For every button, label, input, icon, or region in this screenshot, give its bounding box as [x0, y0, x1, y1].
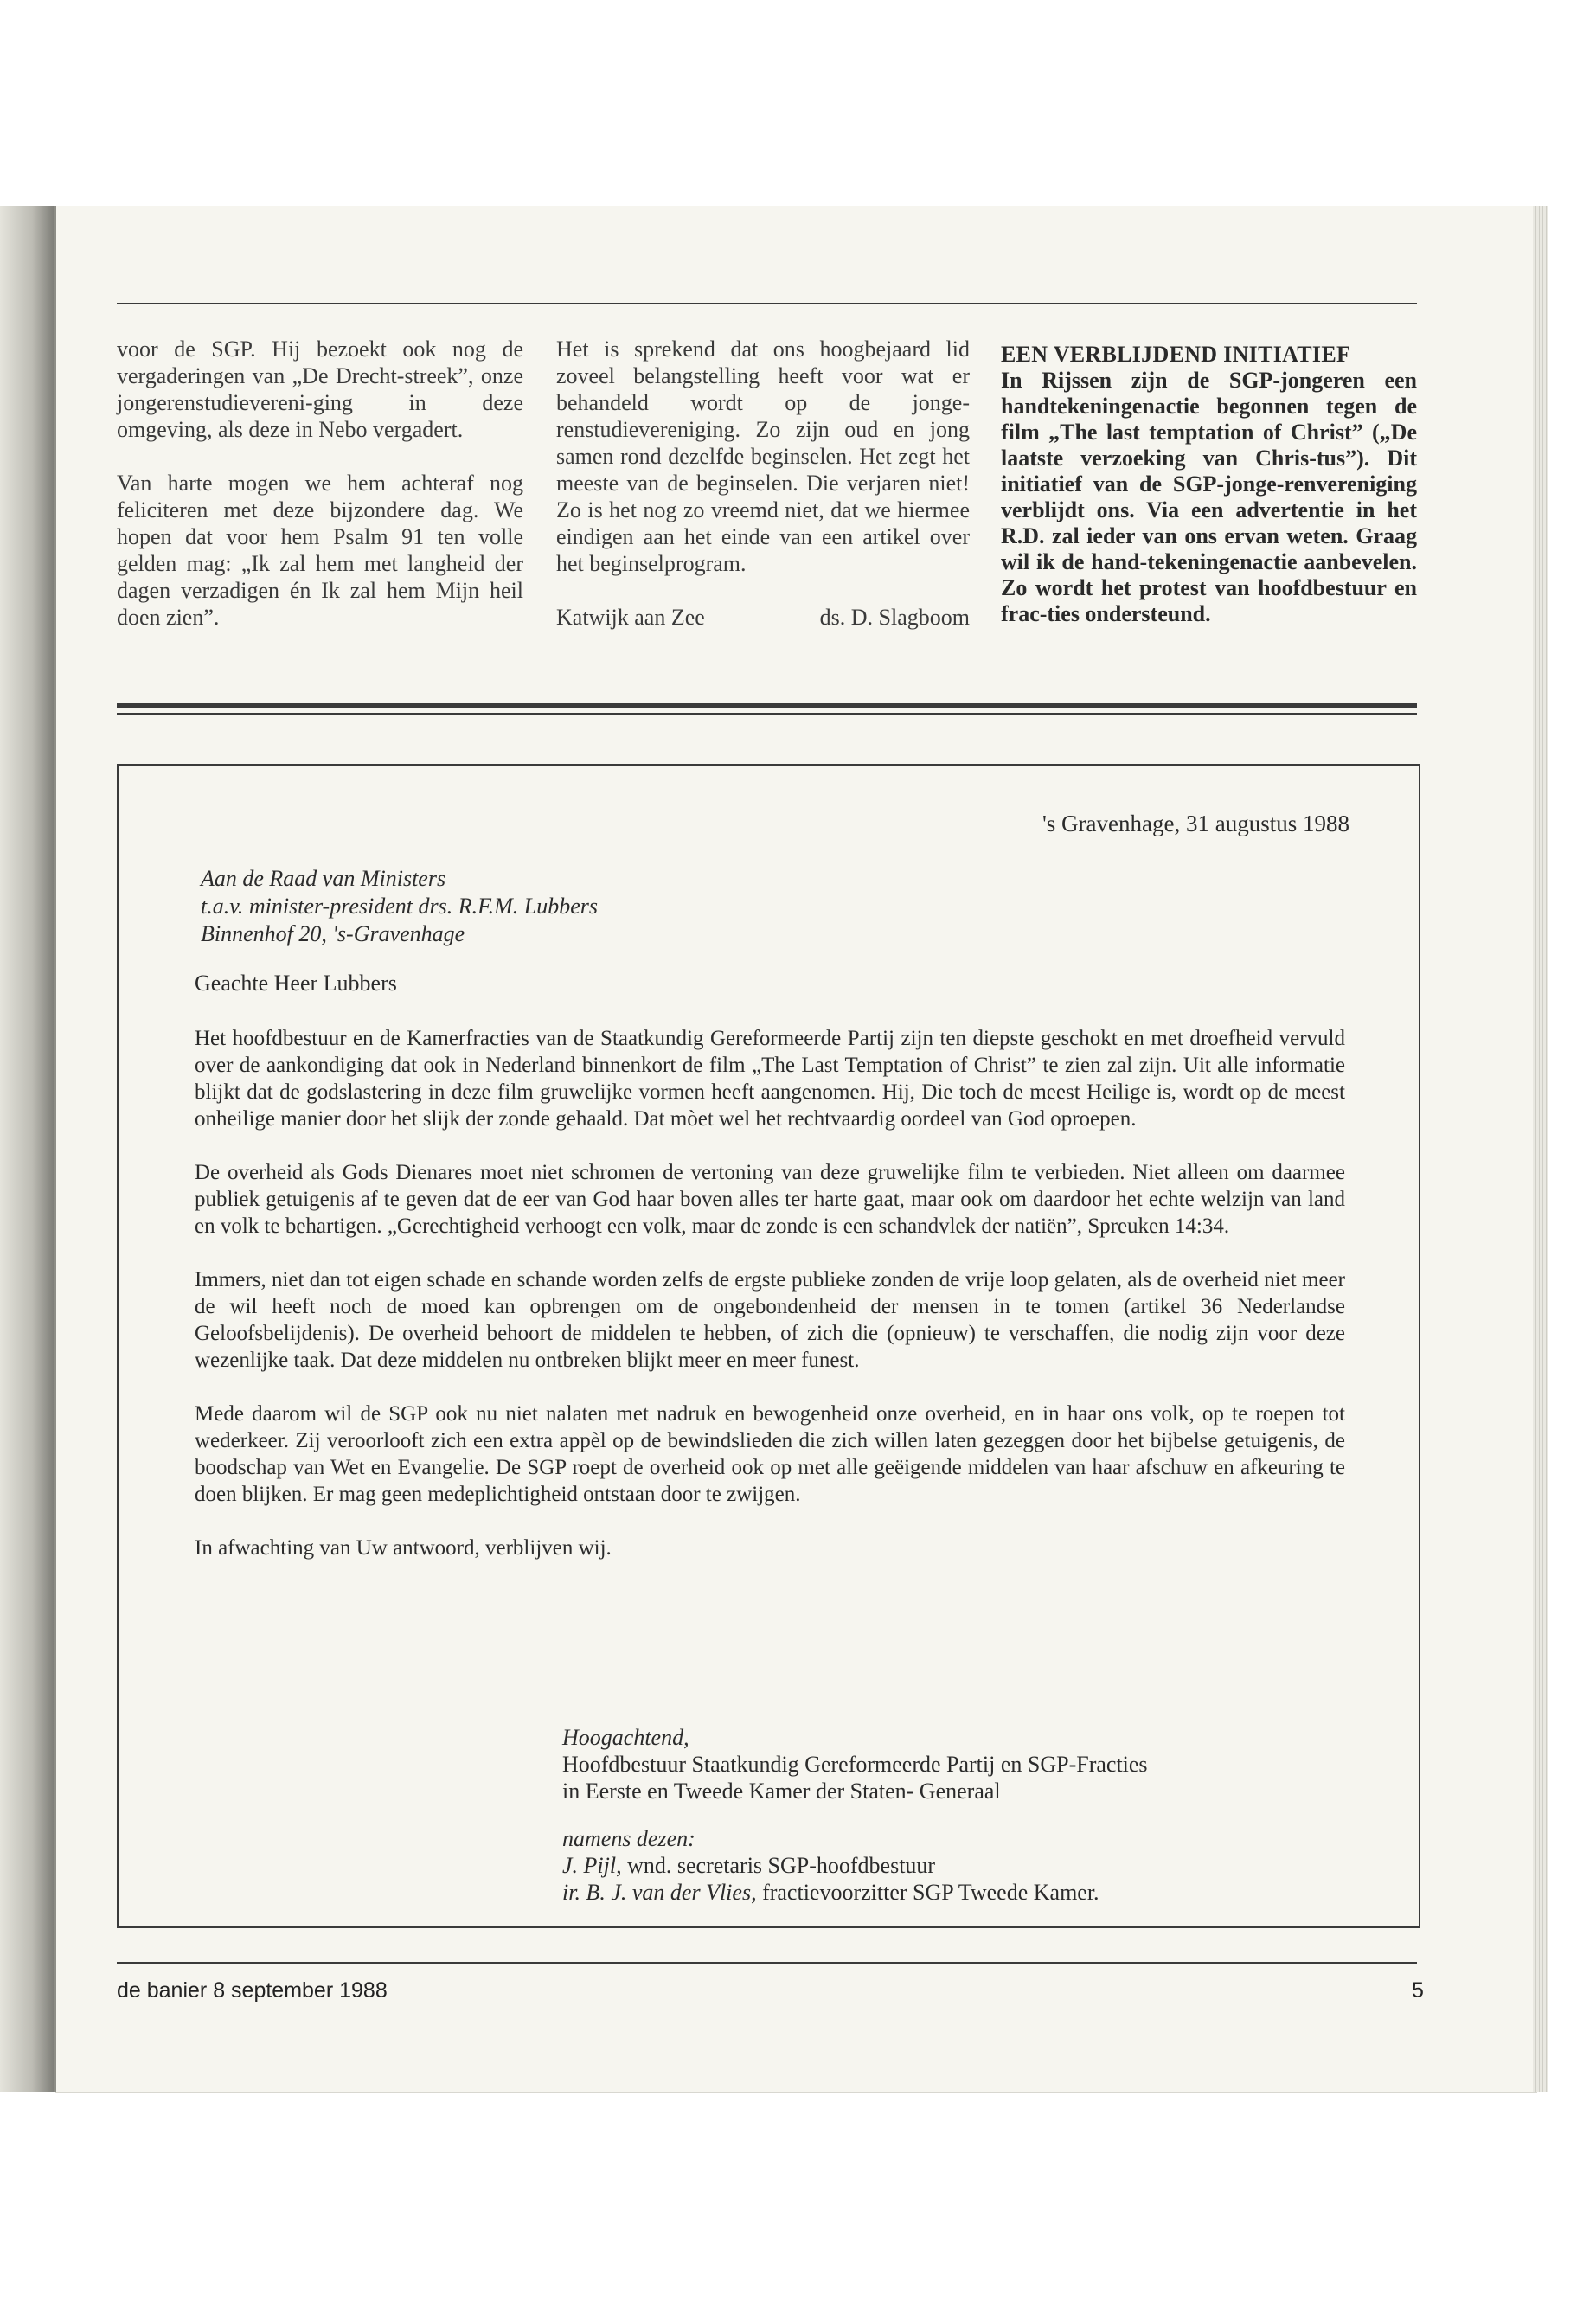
footer-page-number: 5 — [1412, 1978, 1424, 2003]
closing-on-behalf: namens dezen: — [562, 1826, 695, 1851]
column-3 — [1001, 342, 1417, 627]
col2-signature — [556, 604, 970, 631]
col1-paragraph-2: Van harte mogen we hem achteraf nog feliciteren met deze bijzondere dag. We hopen dat voor hem Psalm 91 ten volle gelden mag: „Ik zal hem met langheid der dagen verzadigen én Ik zal hem Mijn heil doen zien”. — [117, 471, 523, 630]
footer-rule — [117, 1962, 1417, 1964]
col3-heading: EEN VERBLIJDEND INITIATIEF — [1001, 342, 1351, 367]
closing-org-line-1: Hoofdbestuur Staatkundig Gereformeerde Partij en SGP-Fracties — [562, 1752, 1148, 1777]
address-line: Aan de Raad van Ministers — [201, 866, 446, 891]
column-1 — [117, 336, 523, 657]
signer-1-name: J. Pijl, — [562, 1853, 622, 1878]
letter-body — [195, 1025, 1345, 1588]
col2-place: Katwijk aan Zee — [556, 605, 705, 630]
letter-paragraph: Immers, niet dan tot eigen schade en schande worden zelfs de ergste publieke zonden de vrije loop gelaten, als de overheid niet meer de wil heeft noch de moed kan opbrengen om de ongebondenheid der mensen in te tomen (artikel 36 Nederlandse Geloofsbelijdenis). De overheid behoort de middelen te hebben, of zich die (opnieuw) te verschaffen, die nodig zijn voor deze wezenlijke taak. Dat deze middelen nu ontbreken blijkt meer en meer funest. — [195, 1268, 1345, 1372]
top-rule — [117, 303, 1417, 304]
signer-1 — [562, 1852, 1148, 1879]
address-line: Binnenhof 20, 's-Gravenhage — [201, 921, 465, 946]
signer-2-name: ir. B. J. van der Vlies, — [562, 1880, 757, 1905]
closing-greeting: Hoogachtend, — [562, 1725, 689, 1750]
letter-paragraph: In afwachting van Uw antwoord, verblijven wij. — [195, 1536, 612, 1560]
letter-closing — [562, 1724, 1148, 1906]
signer-2 — [562, 1879, 1148, 1906]
col2-paragraph-1: Het is sprekend dat ons hoogbejaard lid zoveel belangstelling heeft voor wat er behandeld wordt op de jonge-renstudievereniging. Zo zijn oud en jong samen rond dezelfde beginselen. Het zegt het meeste van de beginselen. Die verjaren niet! Zo is het nog zo vreemd niet, dat we hiermee eindigen aan het einde van een artikel over het beginselprogram. — [556, 336, 970, 576]
page-edges — [1533, 206, 1548, 2092]
open-letter-box — [117, 764, 1420, 1928]
letter-address — [201, 865, 598, 948]
letter-paragraph: De overheid als Gods Dienares moet niet schromen de vertoning van deze gruwelijke film te verbieden. Niet alleen om daarmee publiek getuigenis af te geven dat de eer van God haar boven alles ter harte gaat, maar ook om daardoor het echte welzijn van land en volk te behartigen. „Gerechtigheid verhoogt een volk, maar de zonde is een schandvlek der natiën”, Spreuken 14:34. — [195, 1161, 1345, 1238]
footer-publication: de banier 8 september 1988 — [117, 1978, 388, 2003]
signer-1-role: wnd. secretaris SGP-hoofdbestuur — [627, 1853, 936, 1878]
column-2 — [556, 336, 970, 631]
col3-text: In Rijssen zijn de SGP-jongeren een handtekeningenactie begonnen tegen de film „The last temptation of Christ” („De laatste verzoeking van Chris-tus”). Dit initiatief van de SGP-jonge-renvereniging verblijdt ons. Via een advertentie in het R.D. zal ieder van ons ervan weten. Graag wil ik de hand-tekeningenactie aanbevelen. Zo wordt het protest van hoofdbestuur en frac-ties ondersteund. — [1001, 368, 1417, 626]
signer-2-role: fractievoorzitter SGP Tweede Kamer. — [762, 1880, 1099, 1905]
letter-salutation: Geachte Heer Lubbers — [195, 971, 397, 996]
address-line: t.a.v. minister-president drs. R.F.M. Lubbers — [201, 894, 599, 919]
letter-paragraph: Het hoofdbestuur en de Kamerfracties van de Staatkundig Gereformeerde Partij zijn ten diepste geschokt en met droefheid vervuld over de aankondiging dat ook in Nederland binnenkort de film „The Last Temptation of Christ” te zien zal zijn. Uit alle informatie blijkt dat de godslastering in deze film gruwelijke vormen heeft aangenomen. Hij, Die toch de meest Heilige is, wordt op de meest onheilige manier door het slijk der zonde gehaald. Dat mòet wel het rechtvaardig oordeel van God oproepen. — [195, 1027, 1345, 1131]
closing-org-line-2: in Eerste en Tweede Kamer der Staten- Generaal — [562, 1779, 1001, 1804]
book-binding — [0, 206, 54, 2092]
divider-thin — [117, 713, 1417, 715]
letter-date: 's Gravenhage, 31 augustus 1988 — [1042, 811, 1349, 836]
col1-paragraph-1: voor de SGP. Hij bezoekt ook nog de vergaderingen van „De Drecht-streek”, onze jongerenstudievereni-ging in deze omgeving, als deze in Nebo vergadert. — [117, 336, 523, 442]
col2-author: ds. D. Slagboom — [819, 605, 970, 630]
letter-paragraph: Mede daarom wil de SGP ook nu niet nalaten met nadruk en bewogenheid onze overheid, en in haar ons volk, op te roepen tot wederkeer. Zij veroorlooft zich een extra appèl op de bewindslieden die zich willen laten gezeggen door het bijbelse getuigenis, de boodschap van Wet en Evangelie. De SGP roept de overheid ook op met alle geëigende middelen van haar afschuw en afkeuring te doen blijken. Er mag geen medeplichtigheid ontstaan door te zwijgen. — [195, 1402, 1345, 1506]
divider-thick — [117, 703, 1417, 708]
